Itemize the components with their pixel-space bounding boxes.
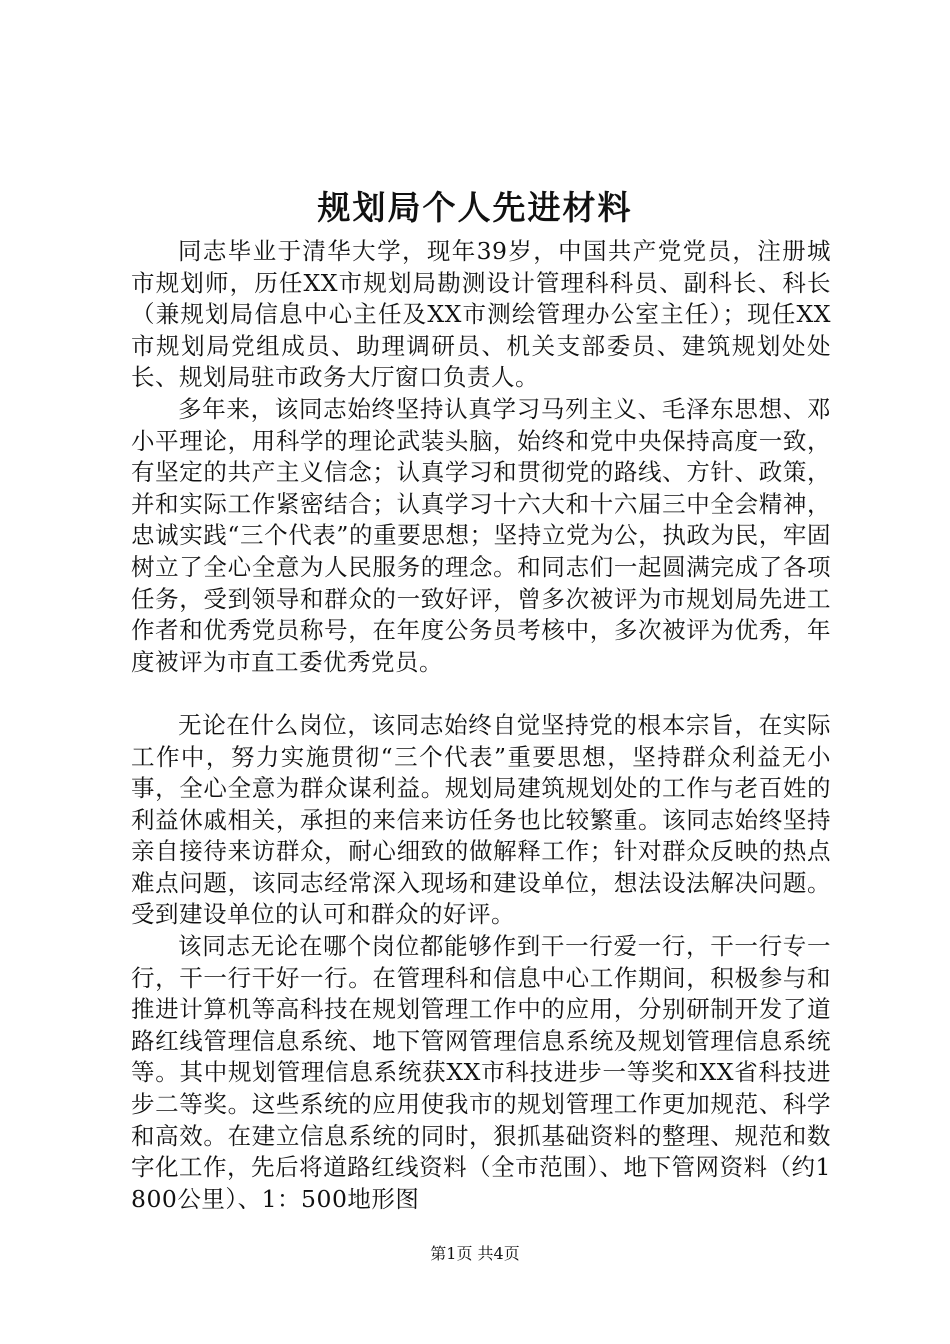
document-title: 规划局个人先进材料 <box>317 188 633 227</box>
paragraph-3: 无论在什么岗位，该同志始终自觉坚持党的根本宗旨，在实际工作中，努力实施贯彻“三个代表”重要思想，坚持群众利益无小事，全心全意为群众谋利益。规划局建筑规划处的工作与老百姓的利益休戚相关，承担的来信来访任务也比较繁重。该同志始终坚持亲自接待来访群众，耐心细致的做解释工作；针对群众反映的热点难点问题，该同志经常深入现场和建设单位，想法设法解决问题。受到建设单位的认可和群众的好评。 <box>131 710 831 929</box>
paragraph-4: 该同志无论在哪个岗位都能够作到干一行爱一行，干一行专一行，干一行干好一行。在管理科和信息中心工作期间，积极参与和推进计算机等高科技在规划管理工作中的应用，分别研制开发了道路红线管理信息系统、地下管网管理信息系统及规划管理信息系统等。其中规划管理信息系统获XX市科技进步一等奖和XX省科技进步二等奖。这些系统的应用使我市的规划管理工作更加规范、科学和高效。在建立信息系统的同时，狠抓基础资料的整理、规范和数字化工作，先后将道路红线资料（全市范围）、地下管网资料（约1800公里）、1：500地形图 <box>131 932 831 1213</box>
document-body <box>131 236 831 1215</box>
paragraph-1: 同志毕业于清华大学，现年39岁，中国共产党党员，注册城市规划师，历任XX市规划局勘测设计管理科科员、副科长、科长（兼规划局信息中心主任及XX市测绘管理办公室主任）；现任XX市规划局党组成员、助理调研员、机关支部委员、建筑规划处处长、规划局驻市政务大厅窗口负责人。 <box>131 237 831 392</box>
paragraph-spacer <box>131 678 831 710</box>
paragraph-2: 多年来，该同志始终坚持认真学习马列主义、毛泽东思想、邓小平理论，用科学的理论武装头脑，始终和党中央保持高度一致，有坚定的共产主义信念；认真学习和贯彻党的路线、方针、政策，并和实际工作紧密结合；认真学习十六大和十六届三中全会精神，忠诚实践“三个代表”的重要思想；坚持立党为公，执政为民，牢固树立了全心全意为人民服务的理念。和同志们一起圆满完成了各项任务，受到领导和群众的一致好评，曾多次被评为市规划局先进工作者和优秀党员称号，在年度公务员考核中，多次被评为优秀，年度被评为市直工委优秀党员。 <box>131 394 831 676</box>
page-number-footer: 第1页 共4页 <box>430 1244 520 1263</box>
